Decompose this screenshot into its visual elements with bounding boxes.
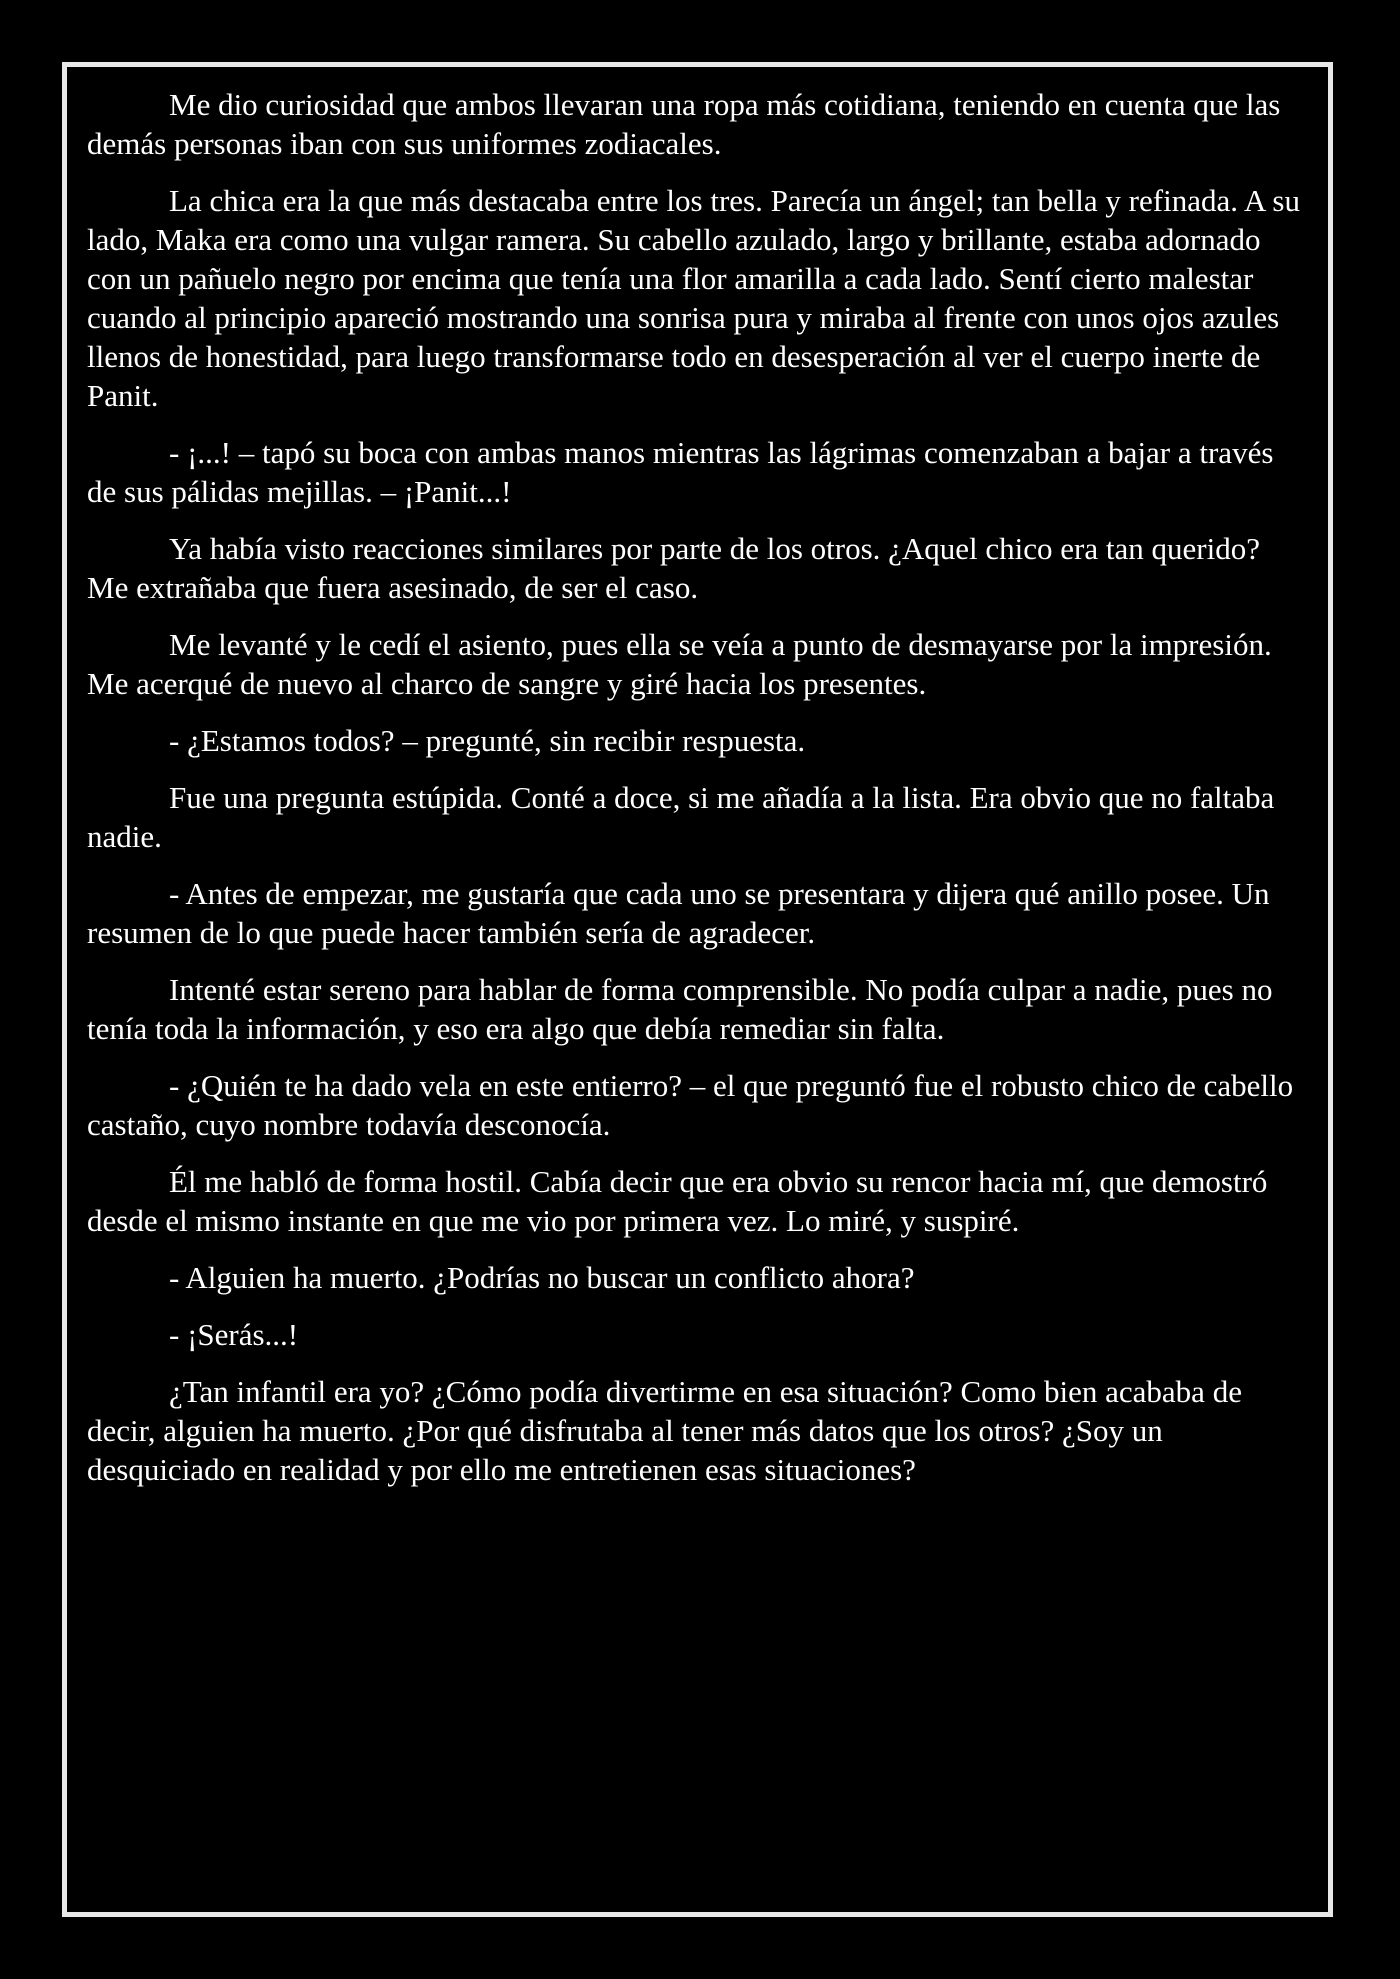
- paragraph-13: - ¡Serás...!: [169, 1317, 299, 1352]
- paragraph-10: - ¿Quién te ha dado vela en este entierro? – el que preguntó fue el robusto chico de cabello castaño, cuyo nombre todavía desconocía.: [87, 1068, 1294, 1142]
- paragraph-4: Ya había visto reacciones similares por parte de los otros. ¿Aquel chico era tan querido? Me extrañaba que fuera asesinado, de ser el caso.: [87, 531, 1260, 605]
- paragraph-12: - Alguien ha muerto. ¿Podrías no buscar un conflicto ahora?: [169, 1260, 915, 1295]
- document-body: [87, 85, 1308, 1507]
- paragraph-2: La chica era la que más destacaba entre los tres. Parecía un ángel; tan bella y refinada. A su lado, Maka era como una vulgar ramera. Su cabello azulado, largo y brillante, estaba adornado con un pañuelo negro por encima que tenía una flor amarilla a cada lado. Sentí cierto malestar cuando al principio apareció mostrando una sonrisa pura y miraba al frente con unos ojos azules llenos de honestidad, para luego transformarse todo en desesperación al ver el cuerpo inerte de Panit.: [87, 183, 1301, 413]
- paragraph-1: Me dio curiosidad que ambos llevaran una ropa más cotidiana, teniendo en cuenta que las demás personas iban con sus uniformes zodiacales.: [87, 87, 1281, 161]
- paragraph-3: - ¡...! – tapó su boca con ambas manos mientras las lágrimas comenzaban a bajar a través de sus pálidas mejillas. – ¡Panit...!: [87, 435, 1274, 509]
- paragraph-7: Fue una pregunta estúpida. Conté a doce, si me añadía a la lista. Era obvio que no faltaba nadie.: [87, 780, 1275, 854]
- paragraph-11: Él me habló de forma hostil. Cabía decir que era obvio su rencor hacia mí, que demostró desde el mismo instante en que me vio por primera vez. Lo miré, y suspiré.: [87, 1164, 1268, 1238]
- page-frame: [62, 62, 1333, 1917]
- paragraph-5: Me levanté y le cedí el asiento, pues ella se veía a punto de desmayarse por la impresión. Me acerqué de nuevo al charco de sangre y giré hacia los presentes.: [87, 627, 1272, 701]
- paragraph-9: Intenté estar sereno para hablar de forma comprensible. No podía culpar a nadie, pues no tenía toda la información, y eso era algo que debía remediar sin falta.: [87, 972, 1273, 1046]
- paragraph-14: ¿Tan infantil era yo? ¿Cómo podía divertirme en esa situación? Como bien acababa de decir, alguien ha muerto. ¿Por qué disfrutaba al tener más datos que los otros? ¿Soy un desquiciado en realidad y por ello me entretienen esas situaciones?: [87, 1374, 1242, 1487]
- paragraph-6: - ¿Estamos todos? – pregunté, sin recibir respuesta.: [169, 723, 806, 758]
- paragraph-8: - Antes de empezar, me gustaría que cada uno se presentara y dijera qué anillo posee. Un resumen de lo que puede hacer también sería de agradecer.: [87, 876, 1270, 950]
